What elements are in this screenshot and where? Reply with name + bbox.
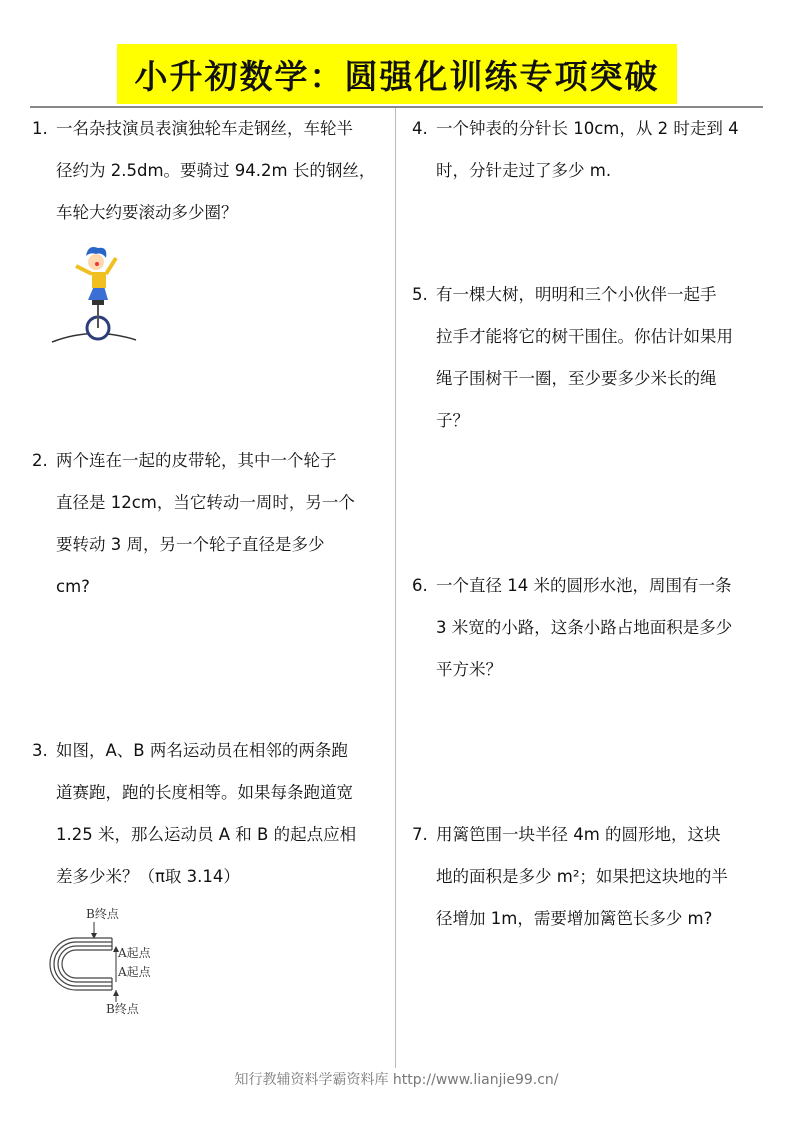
question-4 [412, 108, 772, 192]
footer-source: 知行教辅资料学霸资料库 http://www.lianjie99.cn/ [234, 1072, 559, 1088]
question-5 [412, 274, 772, 442]
question-text-line: 一个钟表的分针长 10cm，从 2 时走到 4 [436, 119, 739, 138]
question-text-line: 拉手才能将它的树干围住。你估计如果用 [436, 327, 733, 346]
question-text-line: 平方米？ [436, 660, 502, 679]
question-text-line: 时，分针走过了多少 m. [436, 161, 612, 180]
page-title: 小升初数学：圆强化训练专项突破 [134, 56, 660, 96]
title-banner [117, 44, 677, 104]
question-text-line: 一个直径 14 米的圆形水池，周围有一条 [436, 576, 732, 595]
question-text-line: 地的面积是多少 m²；如果把这块地的半 [436, 867, 728, 886]
question-text-line: 一名杂技演员表演独轮车走钢丝，车轮半 [56, 119, 353, 138]
column-divider [395, 108, 396, 1068]
a-start-label-1: A起点 [118, 946, 151, 960]
question-text-line: 车轮大约要滚动多少圈？ [56, 203, 238, 222]
question-text-line: 两个连在一起的皮带轮，其中一个轮子 [56, 451, 337, 470]
question-number: 7. [412, 825, 428, 844]
question-1 [32, 108, 392, 234]
question-text-line: cm? [56, 577, 90, 596]
question-text-line: 要转动 3 周，另一个轮子直径是多少 [56, 535, 325, 554]
unicyclist-illustration [48, 242, 138, 350]
question-3 [32, 730, 392, 898]
question-text-line: 差多少米？（π取 3.14） [56, 867, 240, 886]
question-text-line: 1.25 米，那么运动员 A 和 B 的起点应相 [56, 825, 357, 844]
question-text-line: 如图，A、B 两名运动员在相邻的两条跑 [56, 741, 348, 760]
question-number: 6. [412, 576, 428, 595]
question-6 [412, 565, 772, 691]
question-text-line: 道赛跑，跑的长度相等。如果每条跑道宽 [56, 783, 353, 802]
question-text-line: 直径是 12cm，当它转动一周时，另一个 [56, 493, 355, 512]
question-number: 5. [412, 285, 428, 304]
question-7 [412, 814, 772, 940]
question-number: 4. [412, 119, 428, 138]
question-text-line: 径约为 2.5dm。要骑过 94.2m 长的钢丝， [56, 161, 376, 180]
b-end-top-label: B终点 [86, 907, 119, 921]
running-track-figure [46, 904, 166, 1020]
question-text-line: 径增加 1m，需要增加篱笆长多少 m? [436, 909, 713, 928]
question-number: 2. [32, 451, 48, 470]
question-number: 3. [32, 741, 48, 760]
question-text-line: 用篱笆围一块半径 4m 的圆形地，这块 [436, 825, 721, 844]
a-start-label-2: A起点 [118, 965, 151, 979]
question-2 [32, 440, 392, 608]
question-text-line: 子？ [436, 411, 469, 430]
question-text-line: 有一棵大树，明明和三个小伙伴一起手 [436, 285, 717, 304]
question-text-line: 3 米宽的小路，这条小路占地面积是多少 [436, 618, 733, 637]
question-number: 1. [32, 119, 48, 138]
question-text-line: 绳子围树干一圈，至少要多少米长的绳 [436, 369, 717, 388]
b-end-bottom-label: B终点 [106, 1002, 139, 1016]
